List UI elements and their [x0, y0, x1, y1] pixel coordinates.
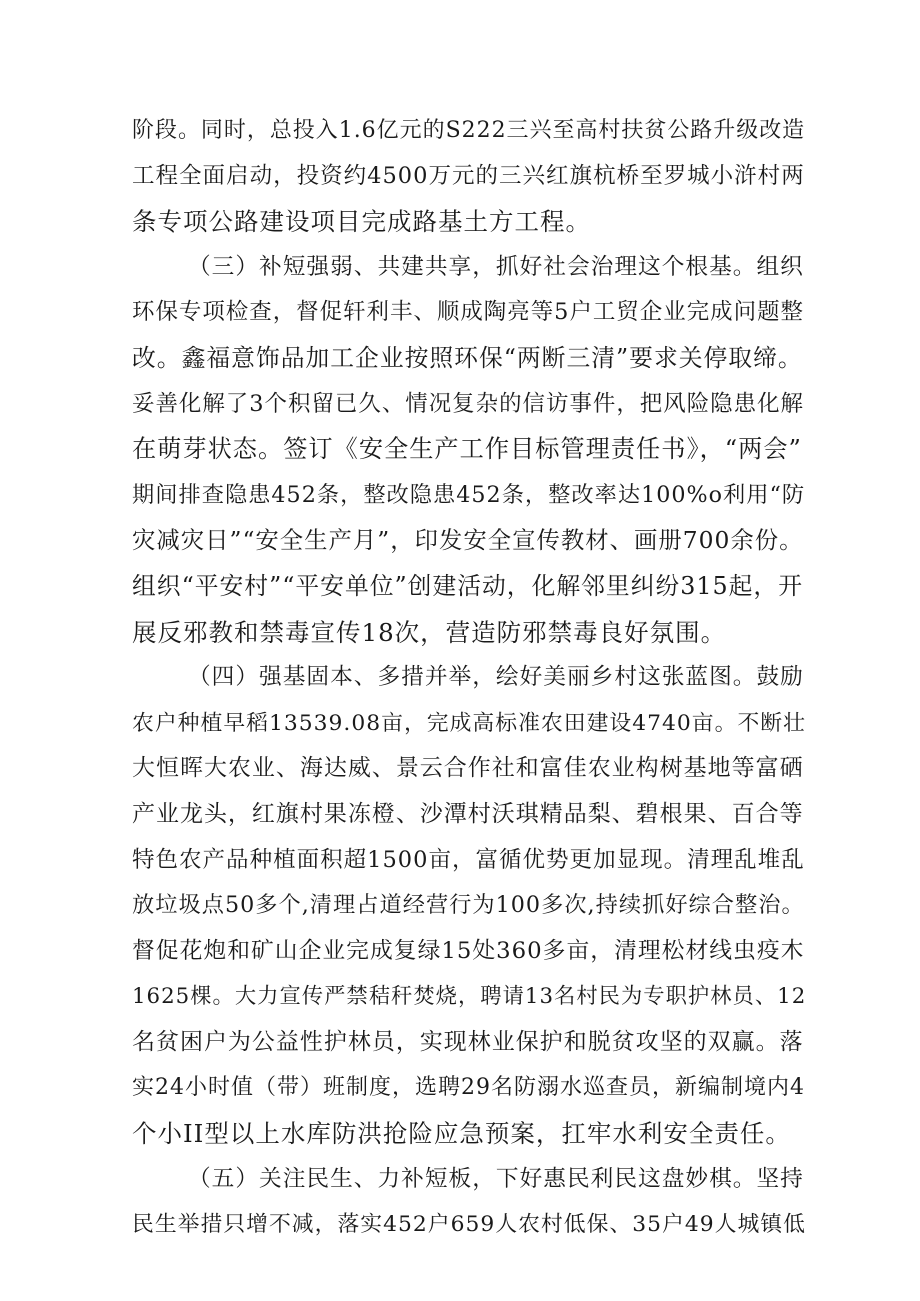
text-line: 灾减灾日”“安全生产月”，印发安全宣传教材、画册700余份。	[132, 526, 804, 555]
paragraph-social-governance	[132, 245, 806, 655]
text-line: 在萌芽状态。签订《安全生产工作目标管理责任书》，“两会”	[132, 435, 802, 464]
text-line: （四）强基固本、多措并举，绘好美丽乡村这张蓝图。鼓励	[188, 664, 804, 691]
paragraph-beautiful-village	[132, 655, 807, 1157]
text-line: 农户种植早稻13539.08亩，完成高标准农田建设4740亩。不断壮	[132, 710, 806, 736]
text-line: 妥善化解了3个积留已久、情况复杂的信访事件，把风险隐患化解	[132, 390, 804, 417]
text-line: 改。鑫福意饰品加工企业按照环保“两断三清”要求关停取缔。	[132, 343, 803, 372]
text-line: 产业龙头，红旗村果冻橙、沙潭村沃琪精品梨、碧根果、百合等	[132, 800, 804, 827]
text-line: 督促花炮和矿山企业完成复绿15处360多亩，清理松材线虫疫木	[132, 937, 805, 964]
paragraph-continuation	[132, 108, 806, 245]
text-line: （三）补短强弱、共建共享，抓好社会治理这个根基。组织	[188, 253, 804, 280]
paragraph-livelihood	[132, 1157, 806, 1248]
text-line: 名贫困户为公益性护林员，实现林业保护和脱贫攻坚的双赢。落	[132, 1028, 804, 1055]
text-line: 工程全面启动，投资约4500万元的三兴红旗杭桥至罗城小浒村两	[132, 162, 805, 189]
text-line: 特色农产品种植面积超1500亩，富循优势更加显现。清理乱堆乱	[132, 846, 805, 873]
text-line: 条专项公路建设项目完成路基土方工程。	[132, 207, 591, 237]
text-line: 组织“平安村”“平安单位”创建活动，化解邻里纠纷315起，开	[132, 571, 803, 600]
text-line: 实24小时值（带）班制度，选聘29名防溺水巡查员，新编制境内4	[132, 1075, 805, 1101]
text-line: 展反邪教和禁毒宣传18次，营造防邪禁毒良好氛围。	[132, 617, 727, 647]
text-line: 阶段。同时，总投入1.6亿元的S222三兴至高村扶贫公路升级改造	[132, 118, 806, 143]
text-line: 大恒晖大农业、海达威、景云合作社和富佳农业构树基地等富硒	[132, 755, 804, 782]
text-line: （五）关注民生、力补短板，下好惠民利民这盘妙棋。坚持	[188, 1165, 804, 1192]
text-line: 个小II型以上水库防洪抢险应急预案，扛牢水利安全责任。	[132, 1119, 791, 1149]
text-line: 期间排查隐患452条，整改隐患452条，整改率达100%o利用“防	[132, 481, 806, 508]
text-line: 1625棵。大力宣传严禁秸秆焚烧，聘请13名村民为专职护林员、12	[132, 984, 807, 1010]
text-line: 放垃圾点50多个,清理占道经营行为100多次,持续抓好综合整治。	[132, 892, 805, 919]
text-line: 环保专项检查，督促轩利丰、顺成陶亮等5户工贸企业完成问题整	[132, 299, 804, 326]
text-line: 民生举措只增不减，落实452户659人农村低保、35户49人城镇低	[132, 1212, 806, 1238]
